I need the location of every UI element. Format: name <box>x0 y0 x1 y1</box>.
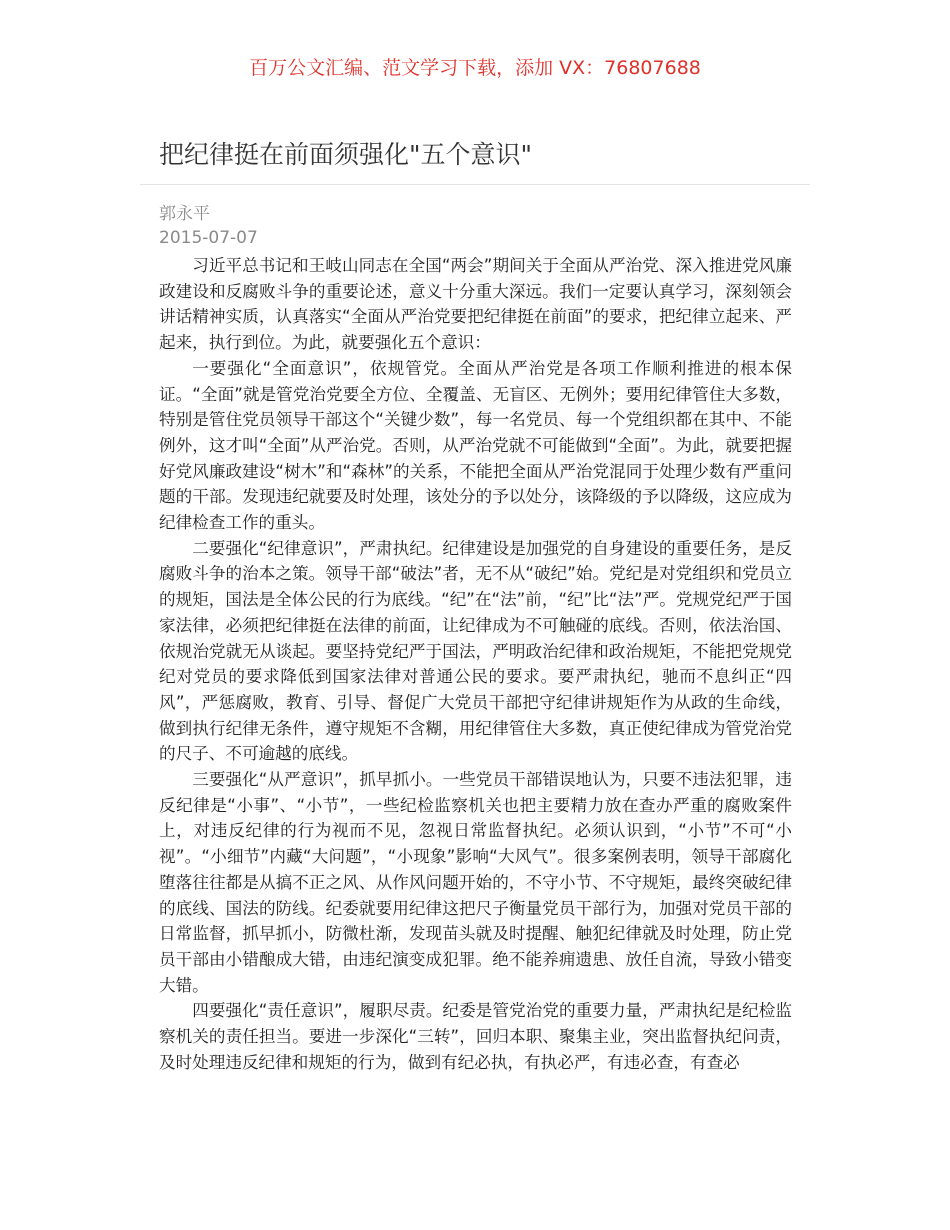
author-name: 郭永平 <box>159 204 210 224</box>
article-paragraph: 二要强化“纪律意识”，严肃执纪。纪律建设是加强党的自身建设的重要任务，是反腐败斗争的治本之策。领导干部“破法”者，无不从“破纪”始。党纪是对党组织和党员立的规矩，国法是全体公民的行为底线。“纪”在“法”前，“纪”比“法”严。党规党纪严于国家法律，必须把纪律挺在法律的前面，让纪律成为不可触碰的底线。否则，依法治国、依规治党就无从谈起。要坚持党纪严于国法，严明政治纪律和政治规矩，不能把党规党纪对党员的要求降低到国家法律对普通公民的要求。要严肃执纪，驰而不息纠正“四风”，严惩腐败，教育、引导、督促广大党员干部把守纪律讲规矩作为从政的生命线，做到执行纪律无条件，遵守规矩不含糊，用纪律管住大多数，真正使纪律成为管党治党的尺子、不可逾越的底线。 <box>159 538 792 764</box>
article-title: 把纪律挺在前面须强化"五个意识" <box>159 140 532 169</box>
title-divider <box>140 184 810 185</box>
article-paragraph: 四要强化“责任意识”，履职尽责。纪委是管党治党的重要力量，严肃执纪是纪检监察机关的责任担当。要进一步深化“三转”，回归本职、聚集主业，突出监督执纪问责，及时处理违反纪律和规矩的行为，做到有纪必执，有执必严，有违必查，有查必 <box>159 1001 792 1072</box>
article-paragraph: 一要强化“全面意识”，依规管党。全面从严治党是各项工作顺利推进的根本保证。“全面”就是管党治党要全方位、全覆盖、无盲区、无例外；要用纪律管住大多数，特别是管住党员领导干部这个“关键少数”，每一名党员、每一个党组织都在其中、不能例外，这才叫“全面”从严治党。否则，从严治党就不可能做到“全面”。为此，就要把握好党风廉政建设“树木”和“森林”的关系，不能把全面从严治党混同于处理少数有严重问题的干部。发现违纪就要及时处理，该处分的予以处分，该降级的予以降级，这应成为纪律检查工作的重头。 <box>159 358 792 533</box>
article-paragraph: 习近平总书记和王岐山同志在全国“两会”期间关于全面从严治党、深入推进党风廉政建设和反腐败斗争的重要论述，意义十分重大深远。我们一定要认真学习，深刻领会讲话精神实质，认真落实“全面从严治党要把纪律挺在前面”的要求，把纪律立起来、严起来，执行到位。为此，就要强化五个意识： <box>159 256 792 353</box>
promo-banner: 百万公文汇编、范文学习下载，添加 VX：76807688 <box>249 57 701 79</box>
article-paragraph: 三要强化“从严意识”，抓早抓小。一些党员干部错误地认为，只要不违法犯罪，违反纪律是“小事”、“小节”，一些纪检监察机关也把主要精力放在查办严重的腐败案件上，对违反纪律的行为视而不见，忽视日常监督执纪。必须认识到，“小节”不可“小视”。“小细节”内藏“大问题”，“小现象”影响“大风气”。很多案例表明，领导干部腐化堕落往往都是从搞不正之风、从作风问题开始的，不守小节、不守规矩，最终突破纪律的底线、国法的防线。纪委就要用纪律这把尺子衡量党员干部行为，加强对党员干部的日常监督，抓早抓小，防微杜渐，发现苗头就及时提醒、触犯纪律就及时处理，防止党员干部由小错酿成大错，由违纪演变成犯罪。绝不能养痈遗患、放任自流，导致小错变大错。 <box>159 770 792 995</box>
article-body <box>159 253 792 1113</box>
publish-date: 2015-07-07 <box>159 228 258 248</box>
